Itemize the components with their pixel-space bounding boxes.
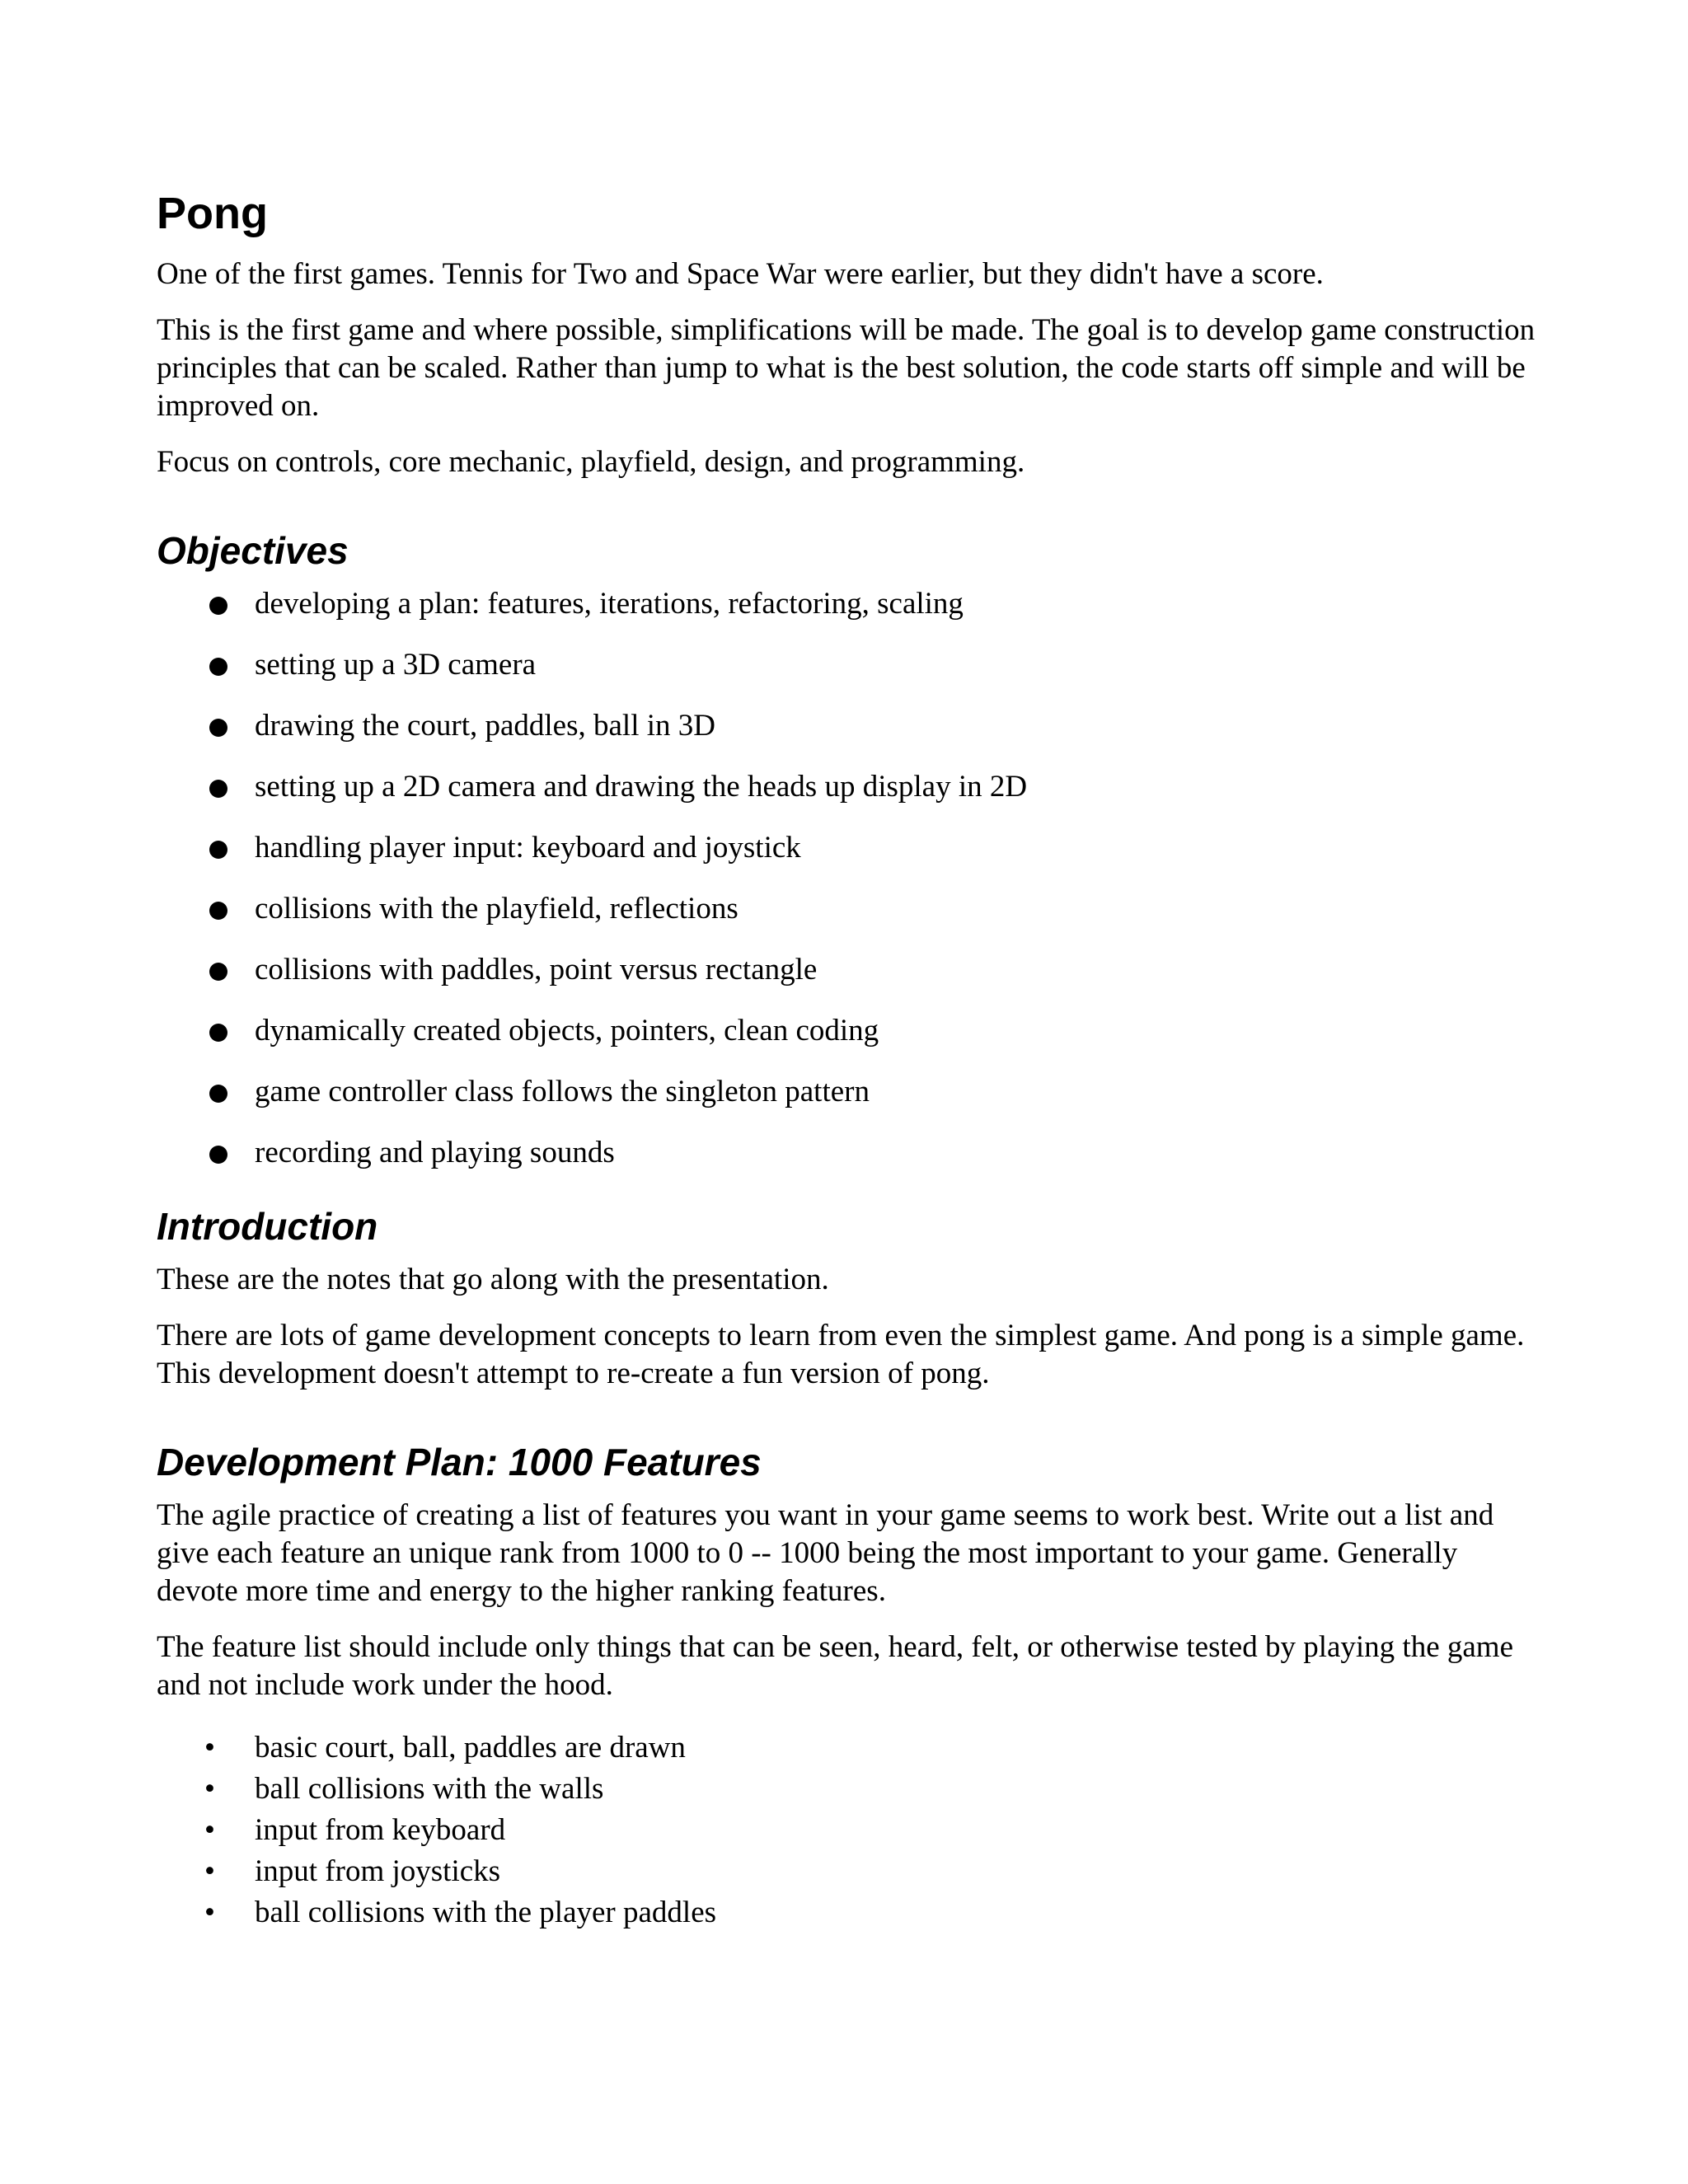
development-plan-paragraph: The feature list should include only things that can be seen, heard, felt, or otherwise tested by playing the game and not include work under the hood. [157, 1630, 1514, 1702]
feature-text: basic court, ball, paddles are drawn [255, 1731, 686, 1765]
objective-text: game controller class follows the singleton pattern [255, 1075, 870, 1108]
list-item [157, 829, 1541, 867]
bullet-icon [209, 597, 227, 615]
bullet-icon: • [204, 1813, 215, 1847]
feature-list [157, 1727, 1541, 1933]
objective-text: setting up a 3D camera [255, 648, 537, 682]
list-item [157, 890, 1541, 928]
objective-text: collisions with paddles, point versus rectangle [255, 953, 818, 987]
list-item [157, 585, 1541, 623]
objective-text: recording and playing sounds [255, 1136, 615, 1169]
list-item [157, 768, 1541, 806]
objective-text: developing a plan: features, iterations, refactoring, scaling [255, 587, 964, 621]
introduction-paragraph: There are lots of game development concepts to learn from even the simplest game. And pong is a simple game. This development doesn't attempt to re-create a fun version of pong. [157, 1319, 1525, 1390]
intro-paragraph: Focus on controls, core mechanic, playfield, design, and programming. [157, 445, 1025, 479]
list-item [157, 1851, 1541, 1892]
bullet-icon: • [204, 1896, 215, 1929]
list-item [157, 1134, 1541, 1172]
bullet-icon [209, 1085, 227, 1103]
objective-text: handling player input: keyboard and joystick [255, 831, 801, 865]
feature-text: input from joysticks [255, 1854, 501, 1888]
feature-text: input from keyboard [255, 1813, 506, 1847]
list-item [157, 1810, 1541, 1851]
intro-paragraph: This is the first game and where possible, simplifications will be made. The goal is to develop game construction principles that can be scaled. Rather than jump to what is the best solution, the code starts off simple and will be improved on. [157, 313, 1536, 423]
bullet-icon: • [204, 1854, 215, 1888]
list-item [157, 646, 1541, 684]
bullet-icon [209, 841, 227, 859]
intro-paragraph: One of the first games. Tennis for Two and Space War were earlier, but they didn't have a score. [157, 257, 1324, 291]
document-page [157, 188, 1541, 1933]
bullet-icon: • [204, 1731, 215, 1765]
list-item [157, 951, 1541, 989]
list-item [157, 707, 1541, 745]
feature-text: ball collisions with the walls [255, 1772, 604, 1806]
objective-text: setting up a 2D camera and drawing the heads up display in 2D [255, 770, 1028, 804]
page-title: Pong [157, 189, 268, 238]
feature-text: ball collisions with the player paddles [255, 1896, 717, 1929]
introduction-paragraph: These are the notes that go along with the presentation. [157, 1263, 829, 1296]
objectives-heading: Objectives [157, 529, 349, 572]
bullet-icon: • [204, 1772, 215, 1806]
bullet-icon [209, 719, 227, 737]
introduction-heading: Introduction [157, 1205, 378, 1248]
bullet-icon [209, 658, 227, 676]
objectives-list [157, 585, 1541, 1172]
bullet-icon [209, 780, 227, 798]
bullet-icon [209, 1146, 227, 1164]
objective-text: dynamically created objects, pointers, clean coding [255, 1014, 879, 1047]
objective-text: collisions with the playfield, reflections [255, 892, 738, 926]
list-item [157, 1727, 1541, 1769]
bullet-icon [209, 1024, 227, 1042]
objective-text: drawing the court, paddles, ball in 3D [255, 709, 715, 743]
bullet-icon [209, 902, 227, 920]
development-plan-paragraph: The agile practice of creating a list of features you want in your game seems to work best. Write out a list and give each feature an unique rank from 1000 to 0 -- 1000 being the most important to your game. Generally devote more time and energy to the higher ranking features. [157, 1498, 1494, 1608]
bullet-icon [209, 963, 227, 981]
list-item [157, 1012, 1541, 1050]
list-item [157, 1892, 1541, 1933]
development-plan-heading: Development Plan: 1000 Features [157, 1441, 762, 1483]
list-item [157, 1769, 1541, 1810]
list-item [157, 1073, 1541, 1111]
